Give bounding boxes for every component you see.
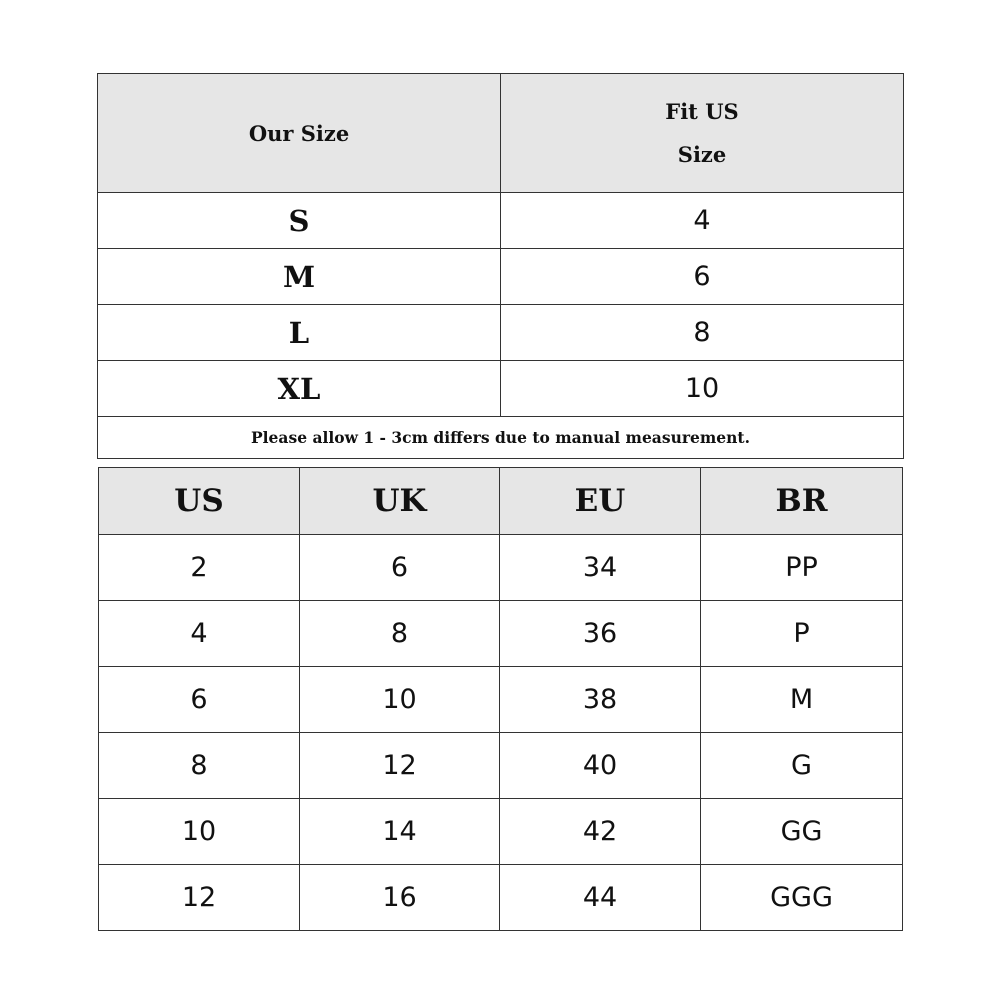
table-row: [99, 535, 903, 601]
fit-us-size-cell: 8: [501, 305, 904, 361]
fit-us-header-line1: Fit US: [665, 99, 739, 124]
size-conversion-table: [98, 467, 903, 931]
our-size-cell: S: [98, 193, 501, 249]
table-row: [98, 249, 904, 305]
table-row: [99, 667, 903, 733]
uk-size-cell: 16: [300, 865, 500, 931]
eu-size-cell: 36: [500, 601, 701, 667]
measurement-note: Please allow 1 - 3cm differs due to manual measurement.: [98, 417, 904, 459]
table-row: [98, 305, 904, 361]
eu-size-cell: 34: [500, 535, 701, 601]
br-size-cell: GGG: [701, 865, 903, 931]
us-size-cell: 10: [99, 799, 300, 865]
us-size-cell: 12: [99, 865, 300, 931]
table-row: [99, 799, 903, 865]
conversion-header-row: [99, 468, 903, 535]
size-chart-header-row: [98, 74, 904, 193]
br-size-cell: PP: [701, 535, 903, 601]
our-size-cell: XL: [98, 361, 501, 417]
table-row: [99, 601, 903, 667]
size-chart-table: [97, 73, 904, 459]
us-size-cell: 4: [99, 601, 300, 667]
fit-us-size-header: [501, 74, 904, 193]
us-size-cell: 6: [99, 667, 300, 733]
table-row: [98, 193, 904, 249]
our-size-cell: M: [98, 249, 501, 305]
our-size-header: Our Size: [98, 74, 501, 193]
table-row: [99, 865, 903, 931]
fit-us-size-cell: 10: [501, 361, 904, 417]
fit-us-size-cell: 4: [501, 193, 904, 249]
br-size-cell: GG: [701, 799, 903, 865]
uk-size-cell: 6: [300, 535, 500, 601]
our-size-cell: L: [98, 305, 501, 361]
eu-size-cell: 40: [500, 733, 701, 799]
uk-size-cell: 12: [300, 733, 500, 799]
eu-size-cell: 38: [500, 667, 701, 733]
br-size-cell: M: [701, 667, 903, 733]
uk-header: UK: [300, 468, 500, 535]
eu-size-cell: 44: [500, 865, 701, 931]
fit-us-size-cell: 6: [501, 249, 904, 305]
br-size-cell: P: [701, 601, 903, 667]
eu-header: EU: [500, 468, 701, 535]
us-header: US: [99, 468, 300, 535]
uk-size-cell: 8: [300, 601, 500, 667]
uk-size-cell: 10: [300, 667, 500, 733]
uk-size-cell: 14: [300, 799, 500, 865]
table-row: [98, 361, 904, 417]
br-size-cell: G: [701, 733, 903, 799]
us-size-cell: 8: [99, 733, 300, 799]
fit-us-header-line2: Size: [677, 142, 727, 167]
us-size-cell: 2: [99, 535, 300, 601]
note-row: [98, 417, 904, 459]
table-row: [99, 733, 903, 799]
br-header: BR: [701, 468, 903, 535]
eu-size-cell: 42: [500, 799, 701, 865]
